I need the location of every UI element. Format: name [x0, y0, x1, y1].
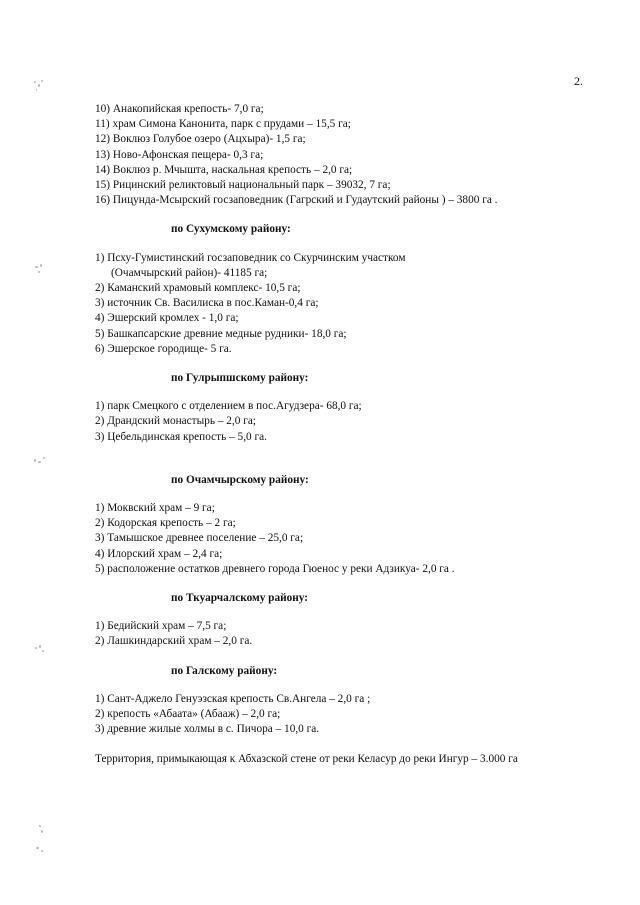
scan-mark [36, 822, 50, 838]
list-item: 1) Моквский храм – 9 га; [95, 502, 215, 515]
list-item: 13) Ново-Афонская пещера- 0,3 га; [95, 148, 264, 161]
section-heading: по Галскому району: [171, 664, 278, 677]
scan-mark [33, 642, 47, 658]
scan-mark [33, 262, 47, 278]
section-heading: по Сухумскому району: [171, 223, 291, 236]
list-item: 4) Эшерский кромлех - 1,0 га; [95, 312, 239, 325]
section-ochamchira [95, 473, 615, 577]
list-item: 14) Воклюз р. Мчышта, наскальная крепость – 2,0 га; [95, 163, 353, 176]
list-item: 15) Рицинский реликтовый национальный парк – 39032, 7 га; [95, 179, 391, 192]
section-heading: по Гулрыпшскому району: [171, 372, 309, 385]
section-tkuarchal [95, 591, 615, 650]
scan-mark [33, 455, 47, 471]
list-item: 2) крепость «Абаата» (Абааж) – 2,0 га; [95, 708, 281, 721]
list-item: 2) Драндский монастырь – 2,0 га; [95, 415, 257, 428]
list-item: 2) Кодорская крепость – 2 га; [95, 517, 236, 530]
scan-mark [32, 78, 46, 94]
section-gal [95, 664, 615, 738]
list-item: 3) Тамышское древнее поселение – 25,0 га; [95, 532, 304, 545]
list-item: 12) Воклюз Голубое озеро (Ацхыра)- 1,5 га; [95, 133, 306, 146]
document-body [95, 102, 615, 767]
list-item: 6) Эшерское городище- 5 га. [95, 342, 232, 355]
list-item: 1) Сант-Аджело Генуэзская крепость Св.Ангела – 2,0 га ; [95, 692, 371, 705]
list-item: 16) Пицунда-Мсырский госзаповедник (Гагрский и Гудаутский районы ) – 3800 га . [95, 194, 498, 207]
section-gulripsh [95, 371, 615, 445]
list-item: 11) храм Симона Канонита, парк с прудами – 15,5 га; [95, 118, 351, 131]
list-item: 5) Башкапсарские древние медные рудники- 18,0 га; [95, 327, 347, 340]
section-heading: по Очамчырскому району: [171, 473, 309, 486]
list-item: 2) Лашкиндарский храм – 2,0 га. [95, 635, 253, 648]
list-item: 1) Псху-Гумистинский госзаповедник со Скурчинским участком [95, 251, 406, 264]
list-continued [95, 102, 615, 208]
list-item: 5) расположение остатков древнего города Гюенос у реки Адзикуа- 2,0 га . [95, 562, 455, 575]
list-item: 1) парк Смецкого с отделением в пос.Агудзера- 68,0 га; [95, 400, 362, 413]
list-item: 3) древние жилые холмы в с. Пичора – 10,0 га. [95, 723, 320, 736]
list-item: 3) источник Св. Василиска в пос.Каман-0,4 га; [95, 297, 319, 310]
list-item: 2) Каманский храмовый комплекс- 10,5 га; [95, 282, 301, 295]
territory-note: Территория, примыкающая к Абхазской стене от реки Келасур до реки Ингур – 3.000 га [95, 752, 518, 765]
scan-mark [34, 845, 48, 861]
list-item: 1) Бедийский храм – 7,5 га; [95, 620, 227, 633]
section-heading: по Ткуарчалскому району: [171, 592, 309, 605]
page-number: 2. [574, 74, 583, 88]
list-item: 4) Илорский храм – 2,4 га; [95, 547, 223, 560]
list-item-continuation: (Очамчырский район)- 41185 га; [111, 266, 268, 279]
section-sukhum [95, 222, 615, 357]
list-item: 10) Анакопийская крепость- 7,0 га; [95, 103, 264, 115]
list-item: 3) Цебельдинская крепость – 5,0 га. [95, 430, 267, 443]
